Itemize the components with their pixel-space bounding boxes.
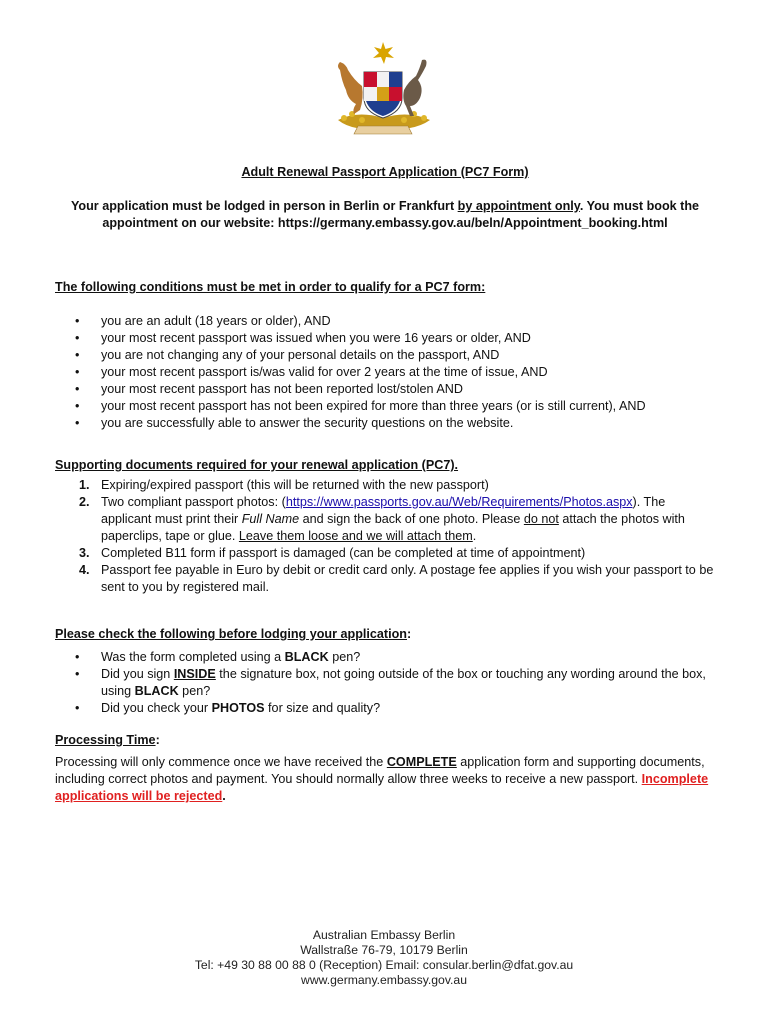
list-item	[55, 313, 715, 330]
list-item	[55, 415, 715, 432]
document-body	[55, 164, 715, 805]
list-item-text: pen?	[328, 650, 361, 664]
list-item-text: attach the photos with paperclips, tape or glue.	[101, 512, 685, 543]
list-item-text: your most recent passport has not been reported lost/stolen AND	[101, 382, 463, 396]
processing-heading-text: Processing Time	[55, 733, 156, 747]
list-item	[55, 364, 715, 381]
processing-paragraph	[55, 754, 715, 805]
intro-underlined: by appointment only	[457, 199, 580, 213]
list-item-text: Completed B11 form if passport is damaged (can be completed at time of appointment)	[101, 546, 586, 560]
list-item-text: you are not changing any of your personal details on the passport, AND	[101, 348, 500, 362]
list-item-text: .	[472, 529, 477, 543]
list-item-text: Passport fee payable in Euro by debit or credit card only. A postage fee applies if you wish your passport to be sent to you by registered mail.	[101, 563, 714, 594]
list-item-text: Did you check your	[101, 701, 212, 715]
emu-icon	[403, 60, 426, 116]
bullet-icon: •	[75, 365, 80, 379]
paragraph-text: .	[222, 789, 226, 803]
list-number: 1.	[79, 478, 90, 492]
processing-heading	[55, 732, 715, 749]
list-item	[55, 545, 715, 562]
bullet-icon: •	[75, 314, 80, 328]
intro-text: Your application must be lodged in person in Berlin or Frankfurt	[70, 199, 458, 213]
list-item	[55, 347, 715, 364]
bullet-icon: •	[75, 667, 80, 681]
list-item	[55, 649, 715, 666]
list-item-text: you are an adult (18 years or older), AND	[101, 314, 331, 328]
bullet-icon: •	[75, 331, 80, 345]
list-item	[55, 398, 715, 415]
bullet-icon: •	[75, 416, 80, 430]
list-item	[55, 477, 715, 494]
bullet-icon: •	[75, 382, 80, 396]
conditions-heading: The following conditions must be met in order to qualify for a PC7 form:	[55, 280, 486, 294]
check-heading	[55, 626, 715, 643]
bold-text: BLACK	[134, 684, 179, 698]
bullet-icon: •	[75, 701, 80, 715]
list-item	[55, 330, 715, 347]
check-list	[55, 649, 715, 717]
ribbon-icon	[354, 126, 412, 134]
list-number: 4.	[79, 563, 90, 577]
bold-text: INSIDE	[173, 667, 216, 681]
list-item-text: your most recent passport has not been expired for more than three years (or is still current), AND	[101, 399, 646, 413]
footer-embassy-name: Australian Embassy Berlin	[312, 928, 456, 942]
full-name-italic: Full Name	[241, 512, 300, 526]
leave-loose-underlined: Leave them loose and we will attach them	[238, 529, 473, 543]
complete-emphasis: COMPLETE	[386, 755, 457, 769]
bullet-icon: •	[75, 348, 80, 362]
check-heading-colon: :	[406, 627, 412, 641]
list-item-text: you are successfully able to answer the security questions on the website.	[101, 416, 514, 430]
list-item-text: Two compliant passport photos: (	[101, 495, 286, 509]
list-item-text: and sign the back of one photo. Please	[299, 512, 524, 526]
bullet-icon: •	[75, 650, 80, 664]
list-item-text: your most recent passport was issued when you were 16 years or older, AND	[101, 331, 531, 345]
footer-contact: Tel: +49 30 88 00 88 0 (Reception) Email: consular.berlin@dfat.gov.au	[194, 958, 574, 972]
list-item-text: ). The applicant must print their	[101, 495, 666, 526]
shield-icon	[364, 72, 402, 118]
list-item	[55, 666, 715, 700]
footer-address: Wallstraße 76-79, 10179 Berlin	[300, 943, 468, 957]
documents-list	[55, 477, 715, 596]
list-item-text: Expiring/expired passport (this will be returned with the new passport)	[101, 478, 489, 492]
embassy-footer	[0, 928, 768, 988]
list-item	[55, 562, 715, 596]
paragraph-text: application form and supporting documents, including correct photos and payment. You should normally allow three weeks to receive a new passport.	[55, 755, 705, 786]
list-number: 2.	[79, 495, 90, 509]
bold-text: PHOTOS	[211, 701, 265, 715]
processing-heading-colon: :	[155, 733, 160, 747]
list-item-text: pen?	[178, 684, 211, 698]
list-item	[55, 700, 715, 717]
conditions-list	[55, 313, 715, 432]
list-item	[55, 381, 715, 398]
kangaroo-icon	[338, 62, 363, 114]
rejection-warning: Incomplete applications will be rejected	[55, 772, 709, 803]
footer-website: www.germany.embassy.gov.au	[301, 973, 467, 987]
do-not-underlined: do not	[523, 512, 559, 526]
passport-photos-link[interactable]: https://www.passports.gov.au/Web/Requirements/Photos.aspx	[285, 495, 633, 509]
paragraph-text: Processing will only commence once we have received the	[55, 755, 387, 769]
list-item-text: Was the form completed using a	[101, 650, 285, 664]
documents-heading: Supporting documents required for your renewal application (PC7).	[55, 458, 459, 472]
australian-coat-of-arms-logo	[318, 40, 448, 142]
check-heading-text: Please check the following before lodging your application	[55, 627, 407, 641]
bullet-icon: •	[75, 399, 80, 413]
list-number: 3.	[79, 546, 90, 560]
intro-paragraph	[55, 198, 715, 232]
list-item-text: Did you sign	[101, 667, 174, 681]
list-item	[55, 494, 715, 545]
page-title: Adult Renewal Passport Application (PC7 Form)	[241, 165, 529, 179]
list-item-text: your most recent passport is/was valid for over 2 years at the time of issue, AND	[101, 365, 548, 379]
bold-text: BLACK	[284, 650, 329, 664]
list-item-text: the signature box, not going outside of the box or touching any wording around the box, using	[101, 667, 706, 698]
commonwealth-star-icon	[373, 42, 394, 64]
list-item-text: for size and quality?	[264, 701, 381, 715]
intro-text-2: . You must book the appointment on our website: https://germany.embassy.gov.au/beln/Appointment_booking.html	[102, 199, 700, 230]
